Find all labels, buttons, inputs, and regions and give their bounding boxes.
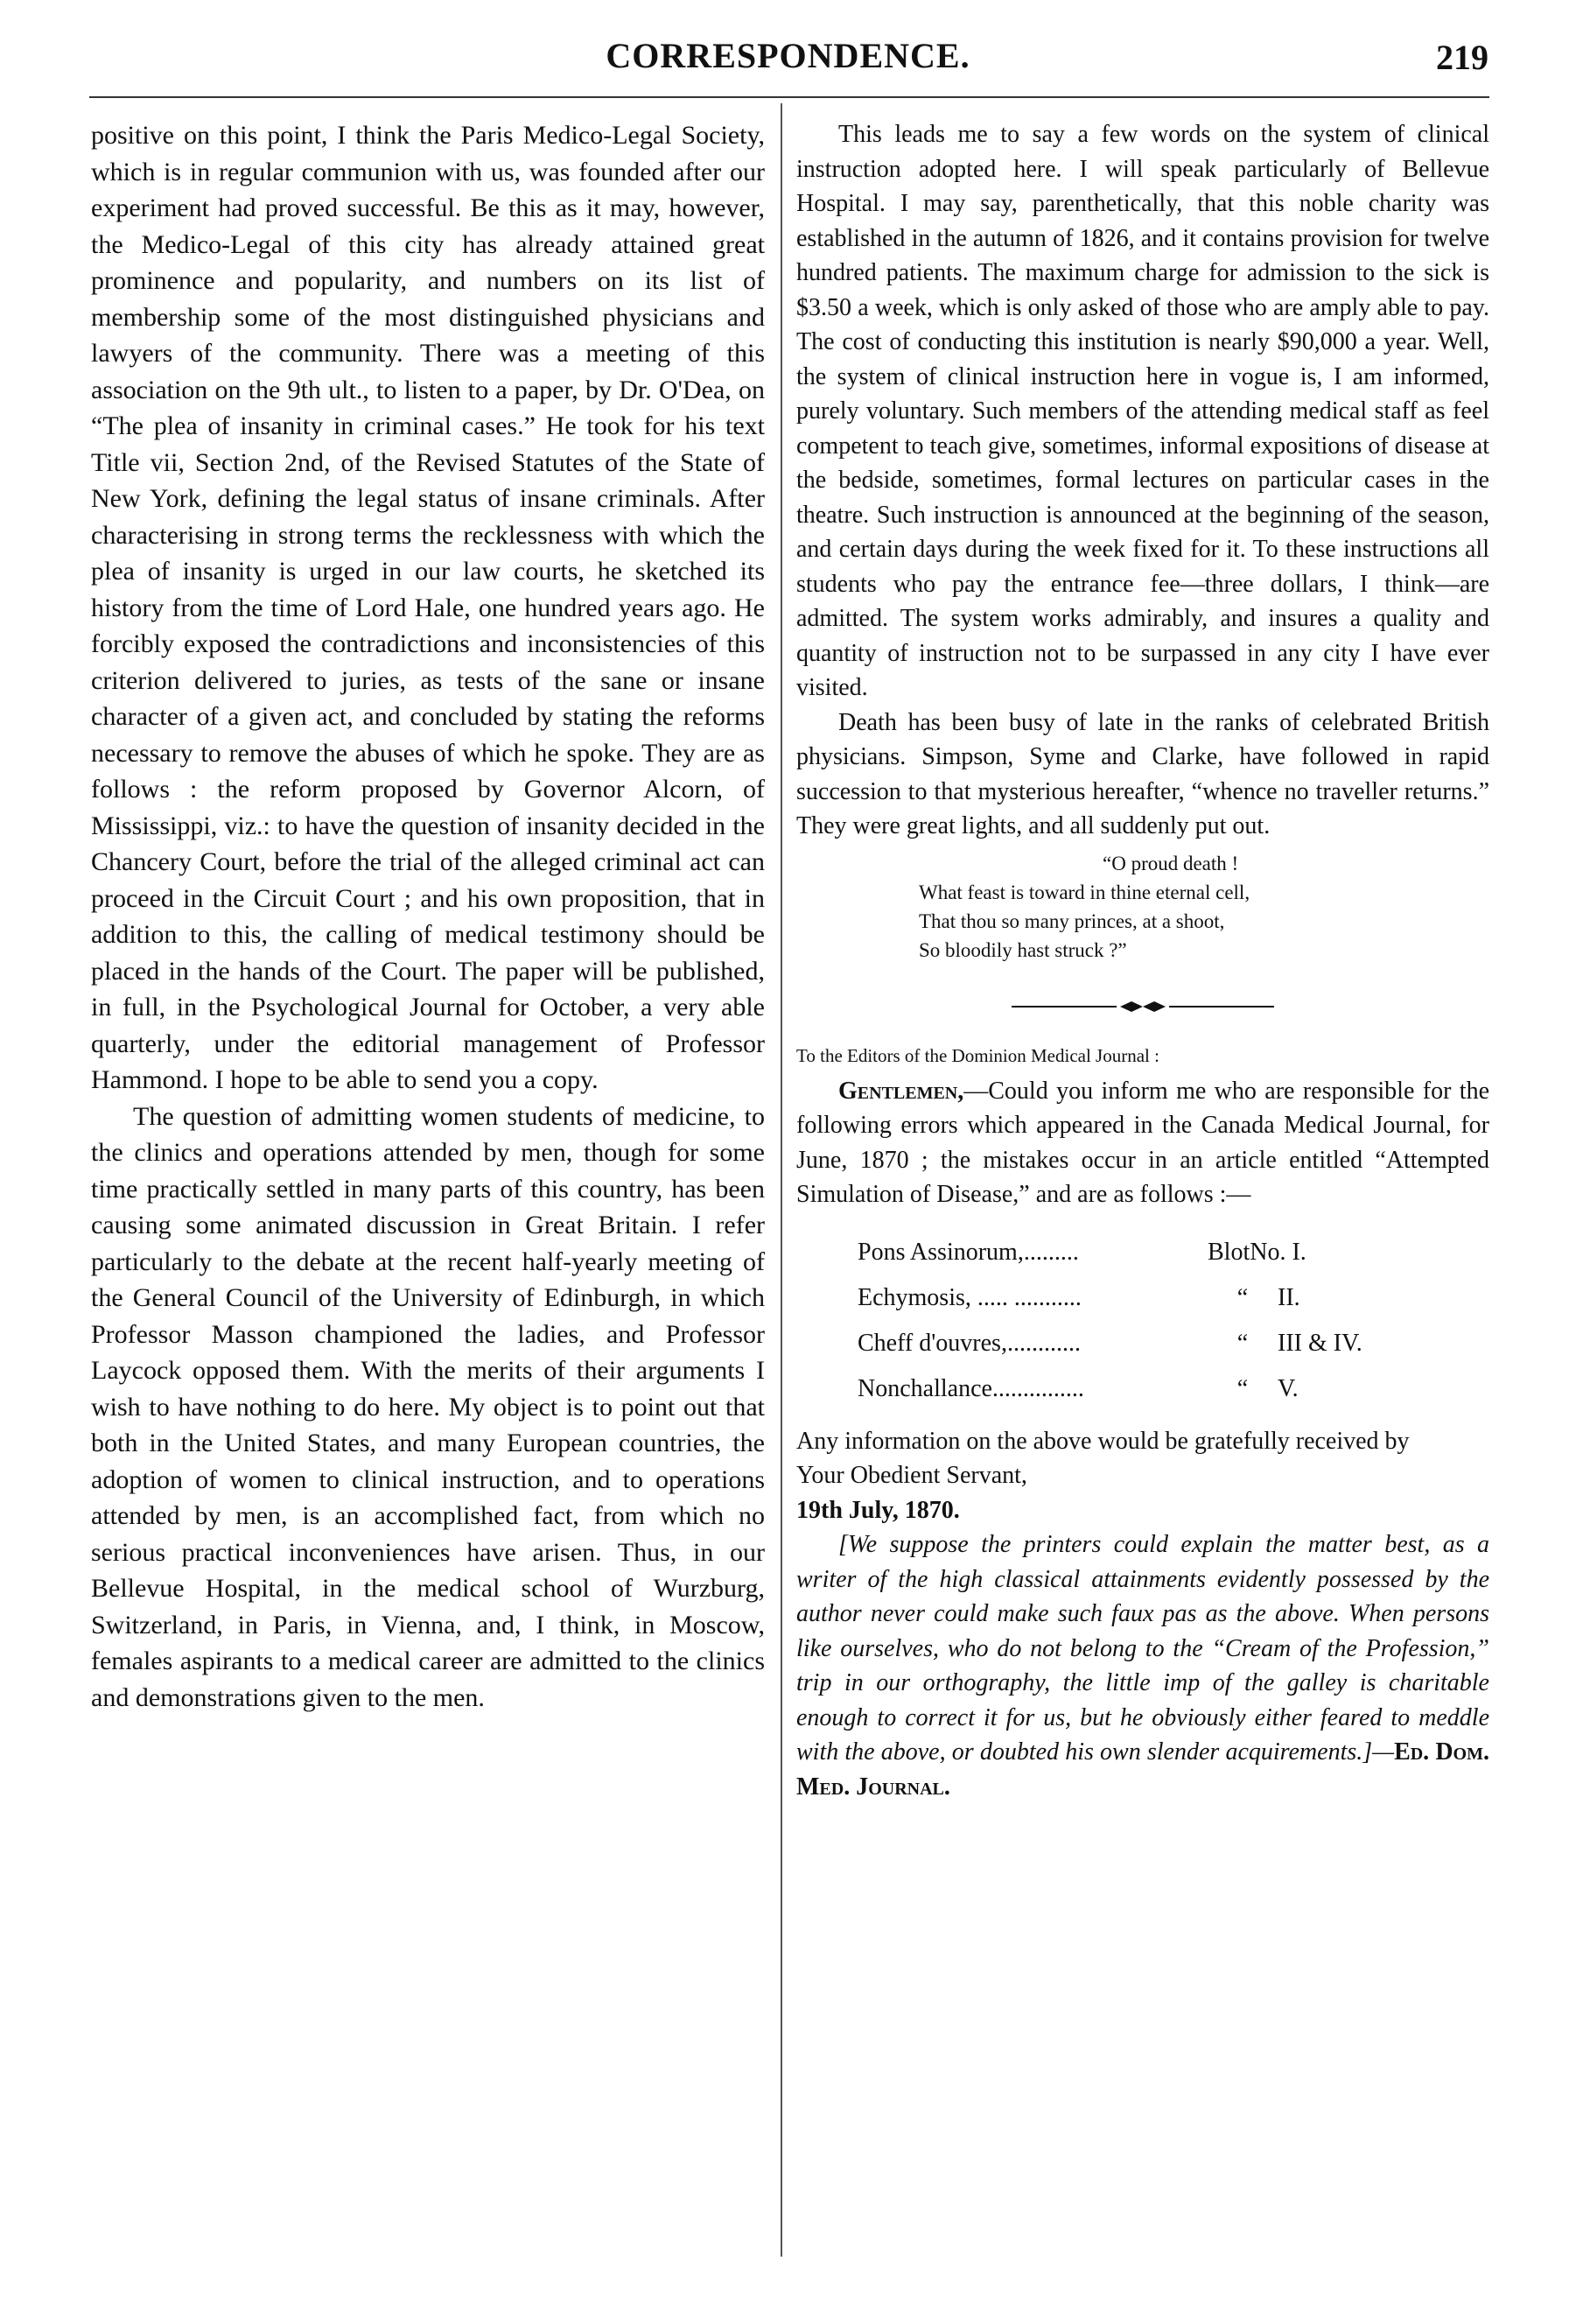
editor-note-text: [We suppose the printers could explain the matter best, as a writer of the high classical attainments evidently possessed by the author never could make such faux pas as the above. When persons like ourselves, who do not belong to the “Cream of the Profession,” trip in our orthography, the little imp of the galley is charitable enough to correct it for us, but he obviously either feared to meddle with the above, or doubted his own slender acquirements.]— [796,1531,1489,1766]
blot-number: V. [1278,1374,1299,1402]
letter-date: 19th July, 1870. [796,1496,960,1524]
paragraph: Death has been busy of late in the ranks of celebrated British physicians. Simpson, Syme and Clarke, have followed in rapid succession to that mysterious hereafter, “whence no traveller returns.” They were great lights, and all suddenly put out. [796,708,1489,839]
left-column [91,117,765,1716]
page-header-title: CORRESPONDENCE. [606,36,970,75]
blot-term: Cheff d'ouvres,............ [858,1329,1081,1357]
blot-term: Echymosis, ..... ........... [858,1283,1082,1311]
blot-mark: “ [1236,1329,1249,1357]
column-divider [781,103,782,2257]
blot-mark: “ [1236,1283,1249,1311]
poem-line: What feast is toward in thine eternal cell, [919,881,1250,903]
header-rule [89,96,1489,98]
blot-number: II. [1278,1283,1300,1311]
letter-addressee: To the Editors of the Dominion Medical Journal : [796,1045,1159,1066]
editor-note [796,1527,1489,1804]
blot-term: Nonchallance............... [858,1374,1084,1402]
page-number: 219 [1436,38,1488,77]
blot-number: III & IV. [1278,1329,1362,1357]
poem-line: That thou so many princes, at a shoot, [919,909,1225,932]
blot-number: No. I. [1250,1238,1306,1266]
letter-body [796,1074,1489,1212]
poem-quote [919,849,1489,965]
blot-row [858,1366,1489,1412]
poem-line: So bloodily hast struck ?” [919,938,1127,961]
editor-signature: Ed. Dom. Med. Journal. [796,1738,1489,1801]
letter-text: —Could you inform me who are responsible for the following errors which appeared in the Canada Medical Journal, for June, 1870 ; the mistakes occur in an article entitled “Attempted Simulation of Disease,” and are as follows :— [796,1077,1489,1208]
paragraph: The question of admitting women students of medicine, to the clinics and operations attended by men, though for some time practically settled in many parts of this country, has been causing some animated discussion in Great Britain. I refer particularly to the debate at the recent half-yearly meeting of the General Council of the University of Edinburgh, in which Professor Masson championed the ladies, and Professor Laycock opposed them. With the merits of their arguments I wish to have nothing to do here. My object is to point out that both in the United States, and many European countries, the adoption of women to clinical instruction, and to operations attended by men, is an accomplished fact, from which no serious practical inconveniences have arisen. Thus, in our Bellevue Hospital, in the medical school of Wurzburg, Switzerland, in Paris, in Vienna, and, I think, in Moscow, females aspirants to a medical career are admitted to the clinics and demonstrations given to the men. [91,1101,765,1712]
paragraph: positive on this point, I think the Paris Medico-Legal Society, which is in regular communion with us, was founded after our experiment had proved successful. Be this as it may, however, the Medico-Legal of this city has already attained great prominence and popularity, and numbers on its list of membership some of the most distinguished physicians and lawyers of the community. There was a meeting of this association on the 9th ult., to listen to a paper, by Dr. O'Dea, on “The plea of insanity in criminal cases.” He took for his text Title vii, Section 2nd, of the Revised Statutes of the State of New York, defining the legal status of insane criminals. After characterising in strong terms the recklessness with which the plea of insanity is urged in our law courts, he sketched its history from the time of Lord Hale, one hundred years ago. He forcibly exposed the contradictions and inconsistencies of this criterion delivered to juries, as tests of the sane or insane character of a given act, and concluded by stating the reforms necessary to remove the abuses of which he spoke. They are as follows : the reform proposed by Governor Alcorn, of Mississippi, viz.: to have the question of insanity decided in the Chancery Court, before the trial of the alleged criminal act can proceed in the Circuit Court ; and his own proposition, that in addition to this, the calling of medical testimony should be placed in the hands of the Court. The paper will be published, in full, in the Psychological Journal for October, a very able quarterly, under the editorial management of Professor Hammond. I hope to be able to send you a copy. [91,121,765,1094]
blot-mark: “ [1236,1374,1249,1402]
right-column [796,117,1489,1804]
letter-closing: Any information on the above would be gratefully received by [796,1427,1410,1455]
blot-row [858,1275,1489,1321]
poem-line: “O proud death ! [1103,852,1239,874]
blot-term: Pons Assinorum,......... [858,1238,1079,1266]
blot-mark: Blot [1208,1238,1250,1266]
letter-signature: Your Obedient Servant, [796,1462,1027,1489]
paragraph: This leads me to say a few words on the system of clinical instruction adopted here. I will speak particularly of Bellevue Hospital. I may say, parenthetically, that this noble charity was established in the autumn of 1826, and it contains provision for twelve hundred patients. The maximum charge for admission to the sick is $3.50 a week, which is only asked of those who are amply able to pay. The cost of conducting this institution is nearly $90,000 a year. Well, the system of clinical instruction here in vogue is, I am informed, purely voluntary. Such members of the attending medical staff as feel competent to teach give, sometimes, informal expositions of disease at the bedside, sometimes, formal lectures on particular cases in the theatre. Such instruction is announced at the beginning of the season, and certain days during the week fixed for it. To these instructions all students who pay the entrance fee—three dollars, I think—are admitted. The system works admirably, and insures a quality and quantity of instruction not to be surpassed in any city I have ever visited. [796,121,1489,701]
letter-salutation: Gentlemen, [838,1077,964,1105]
ornament-divider-icon [796,989,1489,1024]
blot-row [858,1230,1489,1275]
blot-list [858,1230,1489,1412]
blot-row [858,1321,1489,1366]
